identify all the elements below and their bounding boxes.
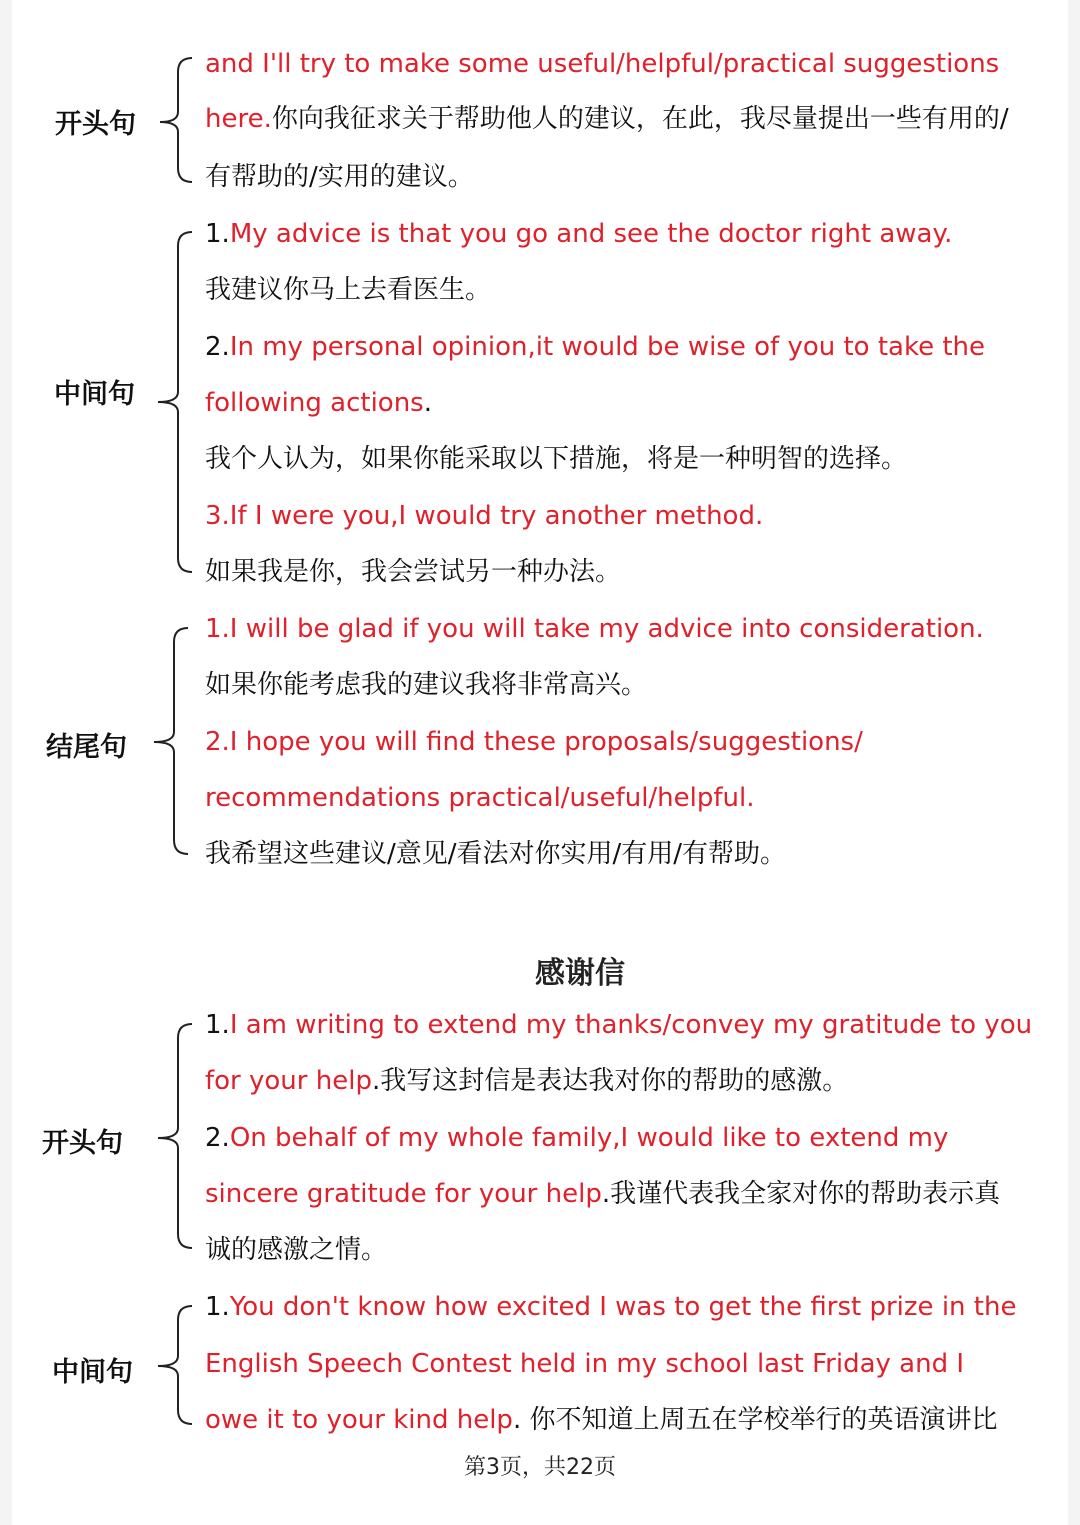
text-line xyxy=(205,555,621,589)
english-phrase: In my personal opinion,it would be wise of you to take the xyxy=(229,332,986,362)
text-segment: 2. xyxy=(205,332,230,362)
text-line xyxy=(205,1233,387,1267)
text-segment: . 你不知道上周五在学校举行的英语演讲比 xyxy=(512,1405,998,1435)
text-segment: .我写这封信是表达我对你的帮助的感激。 xyxy=(371,1066,849,1096)
english-phrase: sincere gratitude for your help xyxy=(205,1179,602,1209)
text-line xyxy=(205,725,863,759)
text-segment: 诚的感激之情。 xyxy=(205,1235,388,1265)
text-segment: 如果我是你，我会尝试另一种办法。 xyxy=(205,557,622,587)
text-line xyxy=(205,668,647,702)
english-phrase: English Speech Contest held in my school last Friday and I xyxy=(205,1349,965,1379)
text-segment: . xyxy=(423,388,432,418)
english-phrase: and I'll try to make some useful/helpful/practical suggestions xyxy=(205,49,1000,79)
text-line xyxy=(205,1008,1032,1042)
document-page xyxy=(12,0,1068,1525)
text-line xyxy=(205,499,763,533)
text-line xyxy=(205,1064,848,1098)
section-title: 感谢信 xyxy=(535,956,625,991)
text-line xyxy=(205,330,985,364)
text-segment: 我个人认为，如果你能采取以下措施，将是一种明智的选择。 xyxy=(205,444,908,474)
text-segment: 2. xyxy=(205,1123,230,1153)
text-line xyxy=(205,386,432,420)
text-line xyxy=(205,442,907,476)
section-label: 中间句 xyxy=(54,379,135,410)
english-phrase: 3.If I were you,I would try another method. xyxy=(205,501,764,531)
text-line xyxy=(205,1403,997,1437)
english-phrase: You don't know how excited I was to get the first prize in the xyxy=(229,1292,1017,1322)
text-segment: 我建议你马上去看医生。 xyxy=(205,275,492,305)
text-segment: 1. xyxy=(205,219,230,249)
english-phrase: On behalf of my whole family,I would like to extend my xyxy=(229,1123,949,1153)
text-line xyxy=(205,781,755,815)
text-segment: 有帮助的/实用的建议。 xyxy=(205,162,474,192)
english-phrase: recommendations practical/useful/helpful. xyxy=(205,783,755,813)
section-label: 结尾句 xyxy=(46,732,127,763)
text-segment: 你向我征求关于帮助他人的建议，在此，我尽量提出一些有用的/ xyxy=(271,104,1009,134)
text-line xyxy=(205,1121,948,1155)
text-line xyxy=(205,1290,1016,1324)
section-label: 中间句 xyxy=(52,1357,133,1388)
text-line xyxy=(205,217,952,251)
english-phrase: I am writing to extend my thanks/convey my gratitude to you xyxy=(229,1010,1033,1040)
text-line xyxy=(205,160,474,194)
english-phrase: 2.I hope you will find these proposals/suggestions/ xyxy=(205,727,863,757)
english-phrase: following actions xyxy=(205,388,424,418)
text-segment: 如果你能考虑我的建议我将非常高兴。 xyxy=(205,670,648,700)
english-phrase: 1.I will be glad if you will take my advice into consideration. xyxy=(205,614,984,644)
english-phrase: My advice is that you go and see the doctor right away. xyxy=(229,219,953,249)
english-phrase: for your help xyxy=(205,1066,372,1096)
page-number: 第3页，共22页 xyxy=(464,1455,616,1480)
english-phrase: owe it to your kind help xyxy=(205,1405,513,1435)
text-segment: 1. xyxy=(205,1292,230,1322)
text-line xyxy=(205,612,984,646)
text-segment: 1. xyxy=(205,1010,230,1040)
english-phrase: here. xyxy=(205,104,272,134)
text-line xyxy=(205,837,786,871)
text-line xyxy=(205,102,1009,136)
text-segment: .我谨代表我全家对你的帮助表示真 xyxy=(601,1179,1001,1209)
text-line xyxy=(205,1177,1000,1211)
section-label: 开头句 xyxy=(42,1128,123,1159)
text-line xyxy=(205,273,491,307)
section-label: 开头句 xyxy=(55,109,136,140)
text-line xyxy=(205,47,999,81)
bracket-icon xyxy=(12,0,212,1500)
text-line xyxy=(205,1347,964,1381)
text-segment: 我希望这些建议/意见/看法对你实用/有用/有帮助。 xyxy=(205,839,787,869)
